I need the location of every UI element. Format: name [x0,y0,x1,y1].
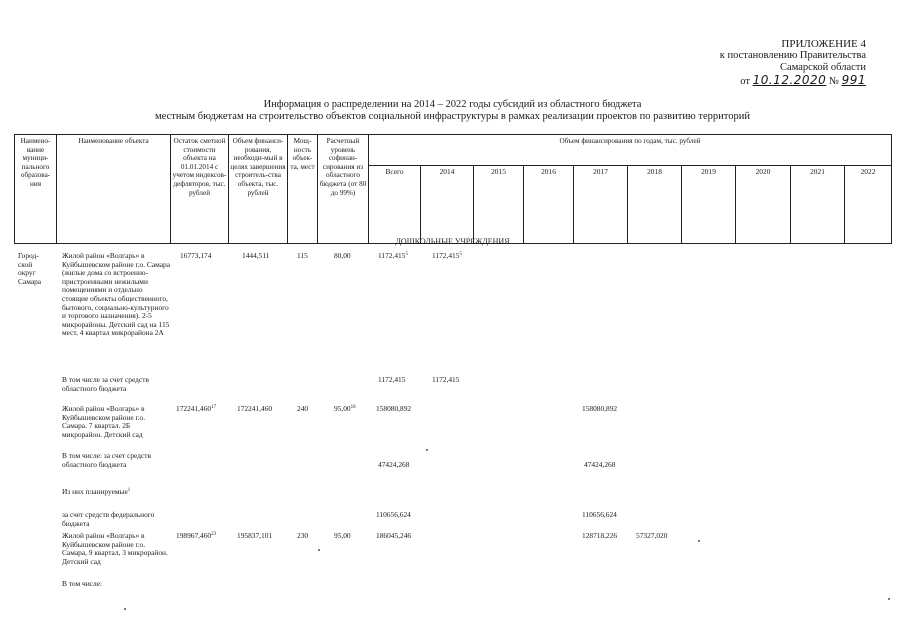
title-line-2: местным бюджетам на строительство объектов социальной инфраструктуры в рамках реализации проектов по развитию территорий [155,111,750,122]
object-name: за счет средств федерального бюджета [62,510,155,528]
capacity-value: 240 [297,404,309,413]
level-value: 80,00 [334,251,351,260]
remainder-number: 172241,460 [176,404,212,413]
remainder-value: 16773,174 [180,251,212,260]
col-volume: Объем финанси-рования, необходи-мый в целях завершения строитель-ства объекта, тыс. рублей [229,135,288,244]
year-2017-value: 47424,268 [584,460,616,469]
header-date-line [680,74,866,88]
appendix-label: ПРИЛОЖЕНИЕ 4 [781,38,866,50]
col-remainder: Остаток сметной стоимости объекта на 01.01.2014 с учетом индексов-дефляторов, тыс. рублей [171,135,229,244]
object-text: Из них планируемые [62,487,128,496]
total-value: 1172,415 [378,375,406,384]
col-year-2020: 2020 [736,166,791,244]
volume-value: 195837,101 [237,531,273,540]
level-value [334,405,356,414]
scan-speck [124,608,126,610]
volume-value: 172241,460 [237,404,273,413]
scan-speck [888,598,890,600]
handwritten-date: 10.12.2020 [752,73,827,87]
col-year-2019: 2019 [682,166,736,244]
footnote-mark: 1 [127,488,131,493]
object-name: Жилой район «Волгарь» в Куйбышевском районе г.о. Самара, 9 квартал, 3 микрорайон. Детский сад [62,531,168,566]
col-year-2015: 2015 [474,166,524,244]
col-year-2022: 2022 [845,166,892,244]
col-year-total: Всего [369,166,421,244]
object-name: В том числе за счет средств областного бюджета [62,375,149,393]
object-name: В том числе: за счет средств областного бюджета [62,451,151,469]
col-municipality: Наимено-вание муници-пального образова-ния [15,135,57,244]
header-line-3: Самарской области [780,62,866,73]
level-value: 95,00 [334,531,351,540]
volume-value: 1444,511 [242,251,270,260]
subsidy-table-header [14,134,892,244]
object-name: Жилой район «Волгарь» в Куйбышевском районе г.о. Самара. 7 квартал. 2Б микрорайон. Детский сад [62,404,146,439]
scan-speck [318,549,320,551]
year-2017-value: 128718,226 [582,531,618,540]
footnote-mark: 17 [211,405,217,410]
object-name: Жилой район «Волгарь» в Куйбышевском районе г.о. Самара (жилые дома со встроенно-пристроенными нежилыми помещениями и отдельно стоящие объекты общественного, бытового, социально-культурного и торгового назначения). 2-5 микрорайоны. Детский сад на 115 мест, 4 квартал микрорайона 2А [62,251,170,338]
footnote-mark: 18 [350,405,356,410]
capacity-value: 230 [297,531,309,540]
number-symbol: № [828,76,839,87]
title-line-1: Информация о распределении на 2014 – 2022 годы субсидий из областного бюджета [263,99,642,110]
col-object: Наименование объекта [57,135,171,244]
document-header [680,38,866,88]
handwritten-number: 991 [841,73,866,87]
remainder-value [176,532,216,541]
col-year-2021: 2021 [791,166,845,244]
scan-speck [426,449,428,451]
total-value: 158080,892 [376,404,412,413]
year-2017-value: 158080,892 [582,404,618,413]
year-2017-value: 110656,624 [582,510,617,519]
col-level: Расчетный уровень софинан-сирования из областного бюджета (от 80 до 99%) [318,135,369,244]
total-value: 186045,246 [376,531,412,540]
col-fin-group: Объем финансирования по годам, тыс. рублей [369,135,892,166]
section-title: ДОШКОЛЬНЫЕ УЧРЕЖДЕНИЯ [395,237,510,246]
year-2014-number: 1172,415 [432,251,460,260]
footnote-mark: 5 [405,252,408,257]
total-number: 1172,415 [378,251,406,260]
total-value: 47424,268 [378,460,410,469]
footnote-mark: 5 [459,252,462,257]
remainder-number: 198967,460 [176,531,212,540]
capacity-value: 115 [297,251,308,260]
object-name: В том числе: [62,579,102,588]
col-year-2016: 2016 [524,166,574,244]
scan-speck [698,540,700,542]
municipality-name: Город-ской округ Самара [18,251,42,286]
year-2014-value [432,252,462,261]
total-value: 110656,624 [376,510,411,519]
remainder-value [176,405,216,414]
header-line-2: к постановлению Правительства [719,50,866,61]
level-number: 95,00 [334,404,351,413]
col-year-2014: 2014 [421,166,474,244]
object-name [62,488,130,497]
col-year-2018: 2018 [628,166,682,244]
year-2014-value: 1172,415 [432,375,460,384]
col-capacity: Мощ-ность объек-та, мест [288,135,318,244]
year-2018-value: 57327,020 [636,531,668,540]
date-prefix: от [740,76,750,87]
total-value [378,252,408,261]
footnote-mark: 23 [211,532,217,537]
document-title [0,99,905,123]
col-year-2017: 2017 [574,166,628,244]
